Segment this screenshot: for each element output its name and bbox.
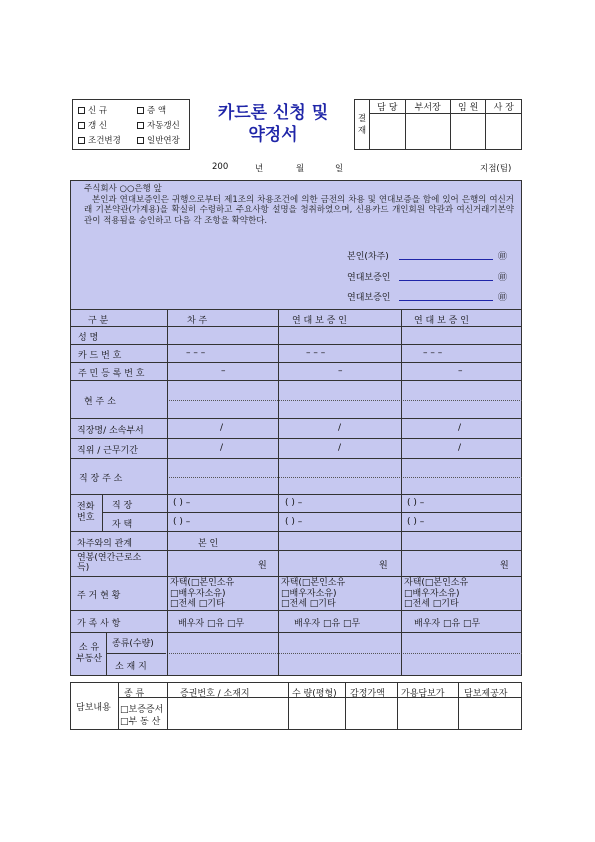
date-month: 월 xyxy=(296,164,305,174)
phone-home-guarantor1[interactable]: ( ) – xyxy=(285,517,303,527)
residence-borrower[interactable]: 자택(□본인소유 □배우자소유) □전세 □기타 xyxy=(170,578,235,609)
approval-header-staff: 담 당 xyxy=(370,100,406,114)
name-label: 성 명 xyxy=(78,333,99,343)
phone-home-label: 자 택 xyxy=(112,520,133,530)
rrn-borrower[interactable]: – xyxy=(221,366,226,376)
workplace-borrower[interactable]: / xyxy=(220,423,224,433)
name-field-borrower[interactable] xyxy=(168,327,278,343)
family-guarantor2[interactable]: 배우자 □유 □무 xyxy=(414,619,481,629)
date-day: 일 xyxy=(335,164,344,174)
terms-addressee: 주식회사 ○○은행 앞 xyxy=(84,184,162,194)
card-number-guarantor2[interactable]: – – – xyxy=(423,348,443,358)
salary-unit-guarantor1: 원 xyxy=(379,561,388,571)
residence-label: 주 거 현 황 xyxy=(77,591,121,601)
checkbox[interactable] xyxy=(137,122,144,129)
date-year: 200 xyxy=(212,162,229,172)
type-option-increase[interactable]: 증 액 xyxy=(137,104,166,116)
name-field-guarantor1[interactable] xyxy=(279,327,400,343)
branch-label: 지점(팀) xyxy=(480,164,512,174)
rrn-guarantor1[interactable]: – xyxy=(338,366,343,376)
guarantor2-label: 연대보증인 xyxy=(347,293,391,303)
address-label: 현 주 소 xyxy=(84,397,116,407)
position-guarantor1[interactable]: / xyxy=(338,443,342,453)
approval-side-label: 결 재 xyxy=(355,100,370,150)
approval-sign-staff[interactable] xyxy=(370,114,406,150)
family-borrower[interactable]: 배우자 □유 □무 xyxy=(178,619,245,629)
approval-header-executive: 임 원 xyxy=(450,100,486,114)
property-label: 소 유 부동산 xyxy=(76,643,103,664)
checkbox[interactable] xyxy=(78,107,85,114)
workplace-label: 직장명/ 소속부서 xyxy=(77,426,144,436)
grid-header-guarantor1: 연 대 보 증 인 xyxy=(292,316,347,326)
approval-sign-president[interactable] xyxy=(486,114,522,150)
collateral-header-appraisal: 감정가액 xyxy=(350,689,385,699)
terms-body: 본인과 연대보증인은 귀행으로부터 제1조의 차용조건에 의한 금전의 차용 및 연대보증을 함에 있어 은행의 여신거래 기본약관(가계용)을 확실히 수령하고 주요사항 설명을 청취하였으며, 신용카드 개인회원 약관과 여신거래기본약관이 적용됨을 승인하고 다음 각 조항을 확약한다. xyxy=(84,194,514,226)
title-line-2: 약정서 xyxy=(248,125,298,145)
collateral-header-quantity: 수 량(평형) xyxy=(292,689,337,699)
terms-text xyxy=(84,184,514,226)
phone-work-guarantor2[interactable]: ( ) – xyxy=(407,498,425,508)
property-location-label: 소 재 지 xyxy=(115,662,147,672)
salary-label: 연봉(연간근로소 득) xyxy=(77,553,142,573)
collateral-option-realestate[interactable]: □부 동 산 xyxy=(120,717,161,727)
relation-borrower: 본 인 xyxy=(198,539,219,549)
checkbox[interactable] xyxy=(78,122,85,129)
relation-label: 차주와의 관계 xyxy=(77,539,133,549)
collateral-header-provider: 담보제공자 xyxy=(464,689,508,699)
borrower-label: 본인(차주) xyxy=(347,252,389,262)
phone-label: 전화 번호 xyxy=(77,502,95,523)
type-option-change-terms[interactable]: 조건변경 xyxy=(78,134,121,146)
card-number-borrower[interactable]: – – – xyxy=(186,348,206,358)
type-option-auto-renew[interactable]: 자동갱신 xyxy=(137,119,180,131)
residence-guarantor2[interactable]: 자택(□본인소유 □배우자소유) □전세 □기타 xyxy=(404,578,469,609)
grid-header-category: 구 분 xyxy=(88,316,109,326)
checkbox[interactable] xyxy=(137,107,144,114)
residence-guarantor1[interactable]: 자택(□본인소유 □배우자소유) □전세 □기타 xyxy=(281,578,346,609)
guarantor2-sign-field[interactable] xyxy=(399,300,493,301)
salary-unit-borrower: 원 xyxy=(258,561,267,571)
name-field-guarantor2[interactable] xyxy=(402,327,521,343)
workplace-guarantor1[interactable]: / xyxy=(338,423,342,433)
approval-sign-manager[interactable] xyxy=(405,114,450,150)
type-option-renew[interactable]: 갱 신 xyxy=(78,119,107,131)
checkbox[interactable] xyxy=(137,137,144,144)
guarantor1-sign-field[interactable] xyxy=(399,280,493,281)
family-guarantor1[interactable]: 배우자 □유 □무 xyxy=(294,619,361,629)
phone-home-borrower[interactable]: ( ) – xyxy=(173,517,191,527)
rrn-label: 주 민 등 록 번 호 xyxy=(78,369,145,379)
guarantor1-seal: ㊞ xyxy=(498,273,508,283)
approval-header-manager: 부서장 xyxy=(405,100,450,114)
phone-work-guarantor1[interactable]: ( ) – xyxy=(285,498,303,508)
property-kind-label: 종류(수량) xyxy=(112,639,154,649)
approval-table xyxy=(354,99,522,150)
rrn-guarantor2[interactable]: – xyxy=(458,366,463,376)
approval-header-president: 사 장 xyxy=(486,100,522,114)
card-number-guarantor1[interactable]: – – – xyxy=(306,348,326,358)
collateral-row-label: 담보내용 xyxy=(76,703,111,713)
card-number-label: 카 드 번 호 xyxy=(78,351,122,361)
approval-sign-executive[interactable] xyxy=(450,114,486,150)
date-year-unit: 년 xyxy=(255,164,264,174)
guarantor1-label: 연대보증인 xyxy=(347,273,391,283)
form-title xyxy=(198,102,348,146)
phone-work-borrower[interactable]: ( ) – xyxy=(173,498,191,508)
title-line-1: 카드론 신청 및 xyxy=(217,103,329,123)
position-guarantor2[interactable]: / xyxy=(458,443,462,453)
collateral-kind-header: 종 류 xyxy=(124,689,145,699)
phone-work-label: 직 장 xyxy=(112,501,133,511)
phone-home-guarantor2[interactable]: ( ) – xyxy=(407,517,425,527)
work-address-label: 직 장 주 소 xyxy=(79,474,123,484)
grid-header-guarantor2: 연 대 보 증 인 xyxy=(414,316,469,326)
guarantor2-seal: ㊞ xyxy=(498,293,508,303)
collateral-header-available: 가용담보가 xyxy=(401,689,445,699)
grid-header-borrower: 차 주 xyxy=(187,316,208,326)
collateral-header-id: 증권번호 / 소재지 xyxy=(180,689,250,699)
salary-unit-guarantor2: 원 xyxy=(500,561,509,571)
borrower-sign-field[interactable] xyxy=(399,259,493,260)
workplace-guarantor2[interactable]: / xyxy=(458,423,462,433)
borrower-seal: ㊞ xyxy=(498,252,508,262)
family-label: 가 족 사 항 xyxy=(77,619,121,629)
checkbox[interactable] xyxy=(78,137,85,144)
type-option-new[interactable]: 신 규 xyxy=(78,104,107,116)
collateral-option-guarantee[interactable]: □보증증서 xyxy=(120,705,164,715)
position-borrower[interactable]: / xyxy=(220,443,224,453)
position-label: 직위 / 근무기간 xyxy=(77,446,138,456)
type-option-extend[interactable]: 일반연장 xyxy=(137,134,180,146)
